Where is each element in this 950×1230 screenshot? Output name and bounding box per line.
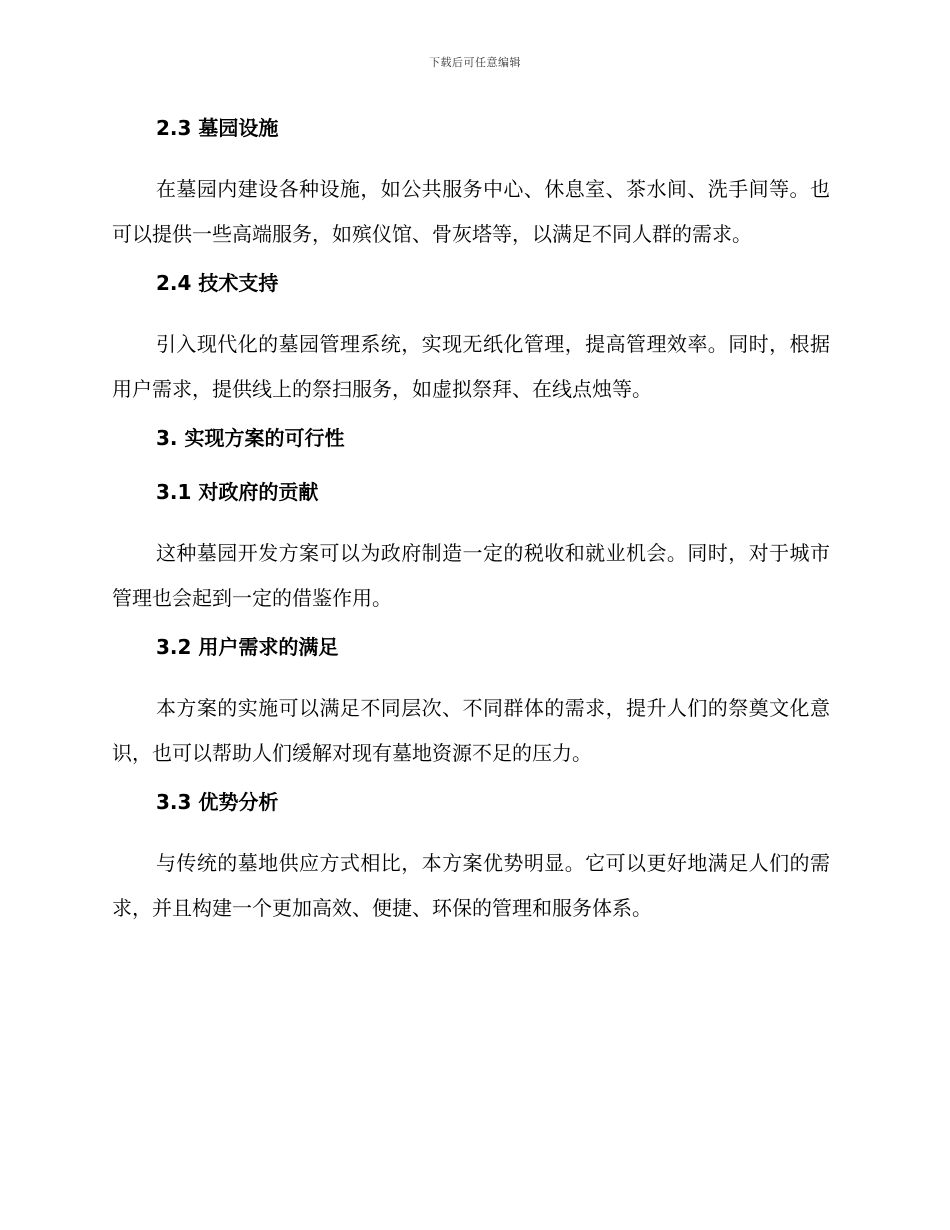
section-heading-3: 3. 实现方案的可行性 — [156, 426, 345, 450]
section-body-3-1: 这种墓园开发方案可以为政府制造一定的税收和就业机会。同时，对于城市管理也会起到一定的借鉴作用。 — [112, 541, 830, 610]
page-header-note: 下载后可任意编辑 — [429, 56, 521, 69]
document-body — [112, 113, 830, 930]
section-heading-3-3: 3.3 优势分析 — [156, 790, 279, 814]
section-heading-2-3: 2.3 墓园设施 — [156, 116, 279, 140]
section-heading-3-2: 3.2 用户需求的满足 — [156, 635, 339, 659]
section-heading-3-1: 3.1 对政府的贡献 — [156, 480, 319, 504]
section-body-2-4: 引入现代化的墓园管理系统，实现无纸化管理，提高管理效率。同时，根据用户需求，提供线上的祭扫服务，如虚拟祭拜、在线点烛等。 — [112, 332, 830, 401]
section-body-3-2: 本方案的实施可以满足不同层次、不同群体的需求，提升人们的祭奠文化意识，也可以帮助人们缓解对现有墓地资源不足的压力。 — [112, 696, 830, 765]
section-body-3-3: 与传统的墓地供应方式相比，本方案优势明显。它可以更好地满足人们的需求，并且构建一个更加高效、便捷、环保的管理和服务体系。 — [112, 851, 830, 920]
section-heading-2-4: 2.4 技术支持 — [156, 271, 279, 295]
section-body-2-3: 在墓园内建设各种设施，如公共服务中心、休息室、茶水间、洗手间等。也可以提供一些高端服务，如殡仪馆、骨灰塔等，以满足不同人群的需求。 — [112, 177, 830, 246]
